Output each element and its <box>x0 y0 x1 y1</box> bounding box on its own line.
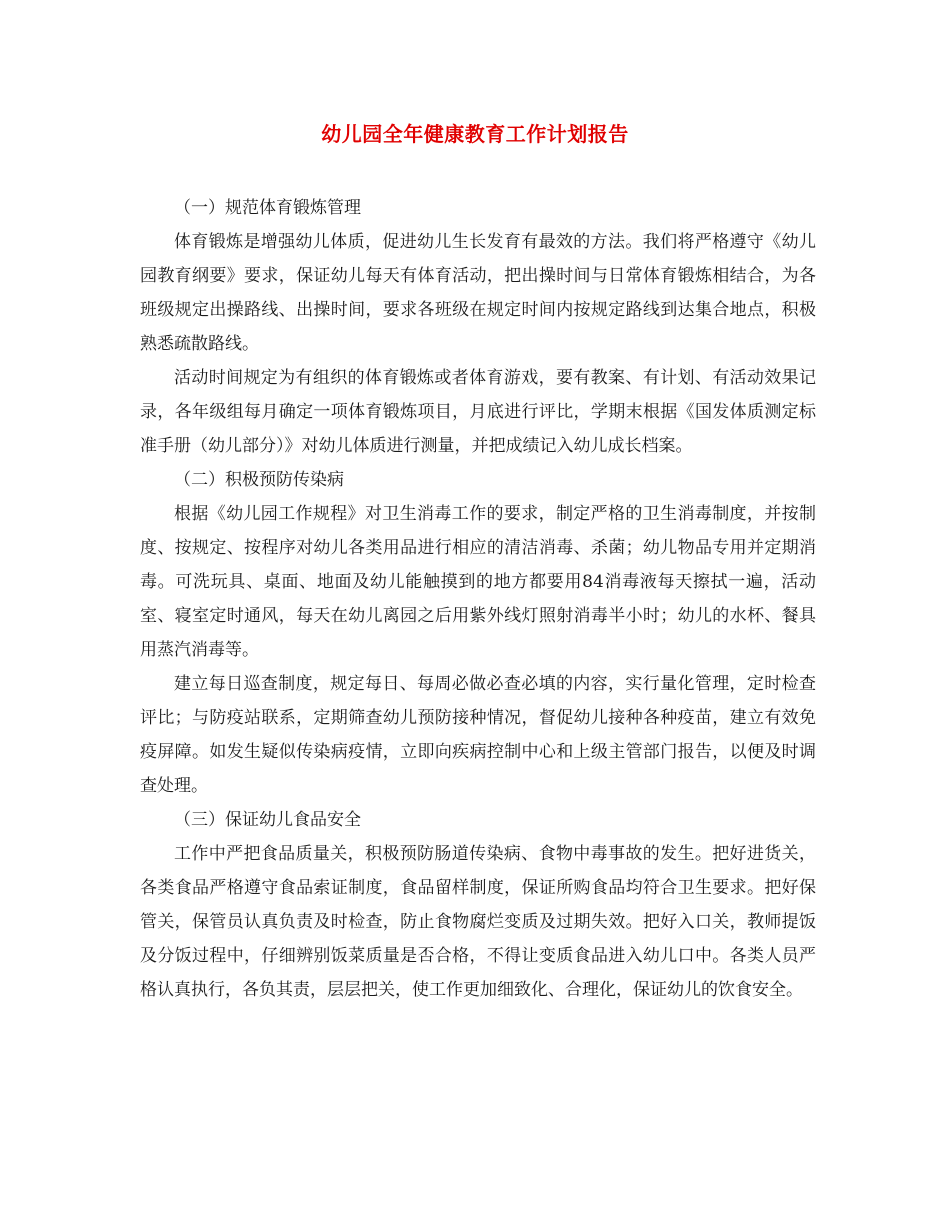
paragraph-exercise-importance: 体育锻炼是增强幼儿体质，促进幼儿生长发育有最效的方法。我们将严格遵守《幼儿园教育纲要》要求，保证幼儿每天有体育活动，把出操时间与日常体育锻炼相结合，为各班级规定出操路线、出操时间，要求各班级在规定时间内按规定路线到达集合地点，积极熟悉疏散路线。 <box>140 232 816 354</box>
paragraph-daily-inspection: 建立每日巡查制度，规定每日、每周必做必查必填的内容，实行量化管理，定时检查评比；与防疫站联系，定期筛查幼儿预防接种情况，督促幼儿接种各种疫苗，建立有效免疫屏障。如发生疑似传染病疫情，立即向疾病控制中心和上级主管部门报告，以便及时调查处理。 <box>140 674 816 796</box>
section-heading-disease-prevention: （二）积极预防传染病 <box>174 470 344 490</box>
paragraph-activity-schedule: 活动时间规定为有组织的体育锻炼或者体育游戏，要有教案、有计划、有活动效果记录，各年级组每月确定一项体育锻炼项目，月底进行评比，学期末根据《国发体质测定标准手册（幼儿部分）》对幼儿体质进行测量，并把成绩记入幼儿成长档案。 <box>140 368 816 456</box>
section-heading-physical-exercise: （一）规范体育锻炼管理 <box>174 198 361 218</box>
paragraph-food-quality: 工作中严把食品质量关，积极预防肠道传染病、食物中毒事故的发生。把好进货关，各类食品严格遵守食品索证制度，食品留样制度，保证所购食品均符合卫生要求。把好保管关，保管员认真负责及时检查，防止食物腐烂变质及过期失效。把好入口关，教师提饭及分饭过程中，仔细辨别饭菜质量是否合格，不得让变质食品进入幼儿口中。各类人员严格认真执行，各负其责，层层把关，使工作更加细致化、合理化，保证幼儿的饮食安全。 <box>140 844 816 1000</box>
section-heading-food-safety: （三）保证幼儿食品安全 <box>174 810 361 830</box>
document-title: 幼儿园全年健康教育工作计划报告 <box>321 122 629 146</box>
paragraph-disinfection-rules: 根据《幼儿园工作规程》对卫生消毒工作的要求，制定严格的卫生消毒制度，并按制度、按规定、按程序对幼儿各类用品进行相应的清洁消毒、杀菌；幼儿物品专用并定期消毒。可洗玩具、桌面、地面及幼儿能触摸到的地方都要用84消毒液每天擦拭一遍，活动室、寝室定时通风，每天在幼儿离园之后用紫外线灯照射消毒半小时；幼儿的水杯、餐具用蒸汽消毒等。 <box>140 504 816 660</box>
document-body <box>140 191 816 1007</box>
